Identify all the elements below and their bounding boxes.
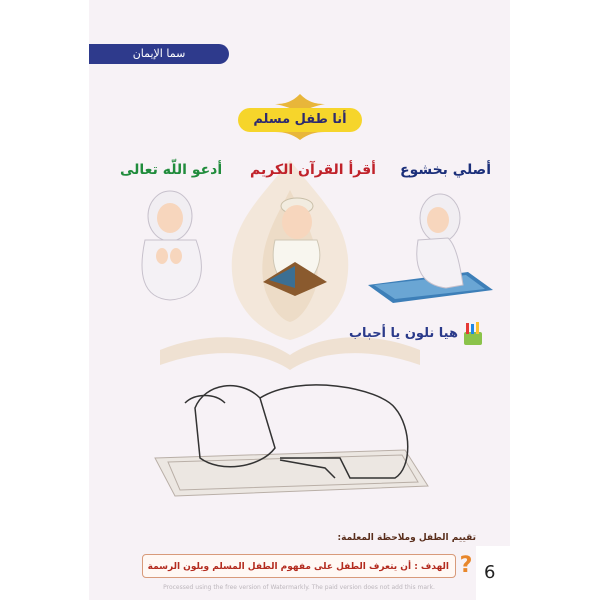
- boy-reading-illustration: [255, 192, 335, 302]
- title-banner: [230, 92, 370, 142]
- evaluation-label: تقييم الطفل وملاحظة المعلمة:: [337, 533, 476, 543]
- coloring-instruction-text: هيا نلون يا أحباب: [348, 326, 458, 341]
- coloring-drawing-sujood[interactable]: [150, 378, 440, 500]
- page-number: 6: [484, 562, 496, 583]
- page-title: أنا طفل مسلم: [238, 108, 362, 132]
- girl-praying-illustration: [368, 190, 493, 305]
- colored-pencils-icon: [462, 322, 484, 346]
- goal-statement: الهدف : أن يتعرف الطفل على مفهوم الطفل المسلم ويلون الرسمة: [142, 554, 456, 578]
- caption-read-quran: أقرأ القرآن الكريم: [250, 162, 376, 178]
- girl-dua-illustration: [130, 188, 215, 308]
- coloring-instruction: [348, 322, 488, 348]
- series-band: سما الإيمان: [89, 44, 229, 64]
- question-mark-icon: ?: [459, 553, 473, 578]
- watermark-notice: Processed using the free version of Watermarkly. The paid version does not add this mark.: [163, 584, 435, 591]
- caption-dua: أدعو اللّه تعالى: [120, 162, 223, 178]
- caption-pray: أصلي بخشوع: [400, 162, 492, 178]
